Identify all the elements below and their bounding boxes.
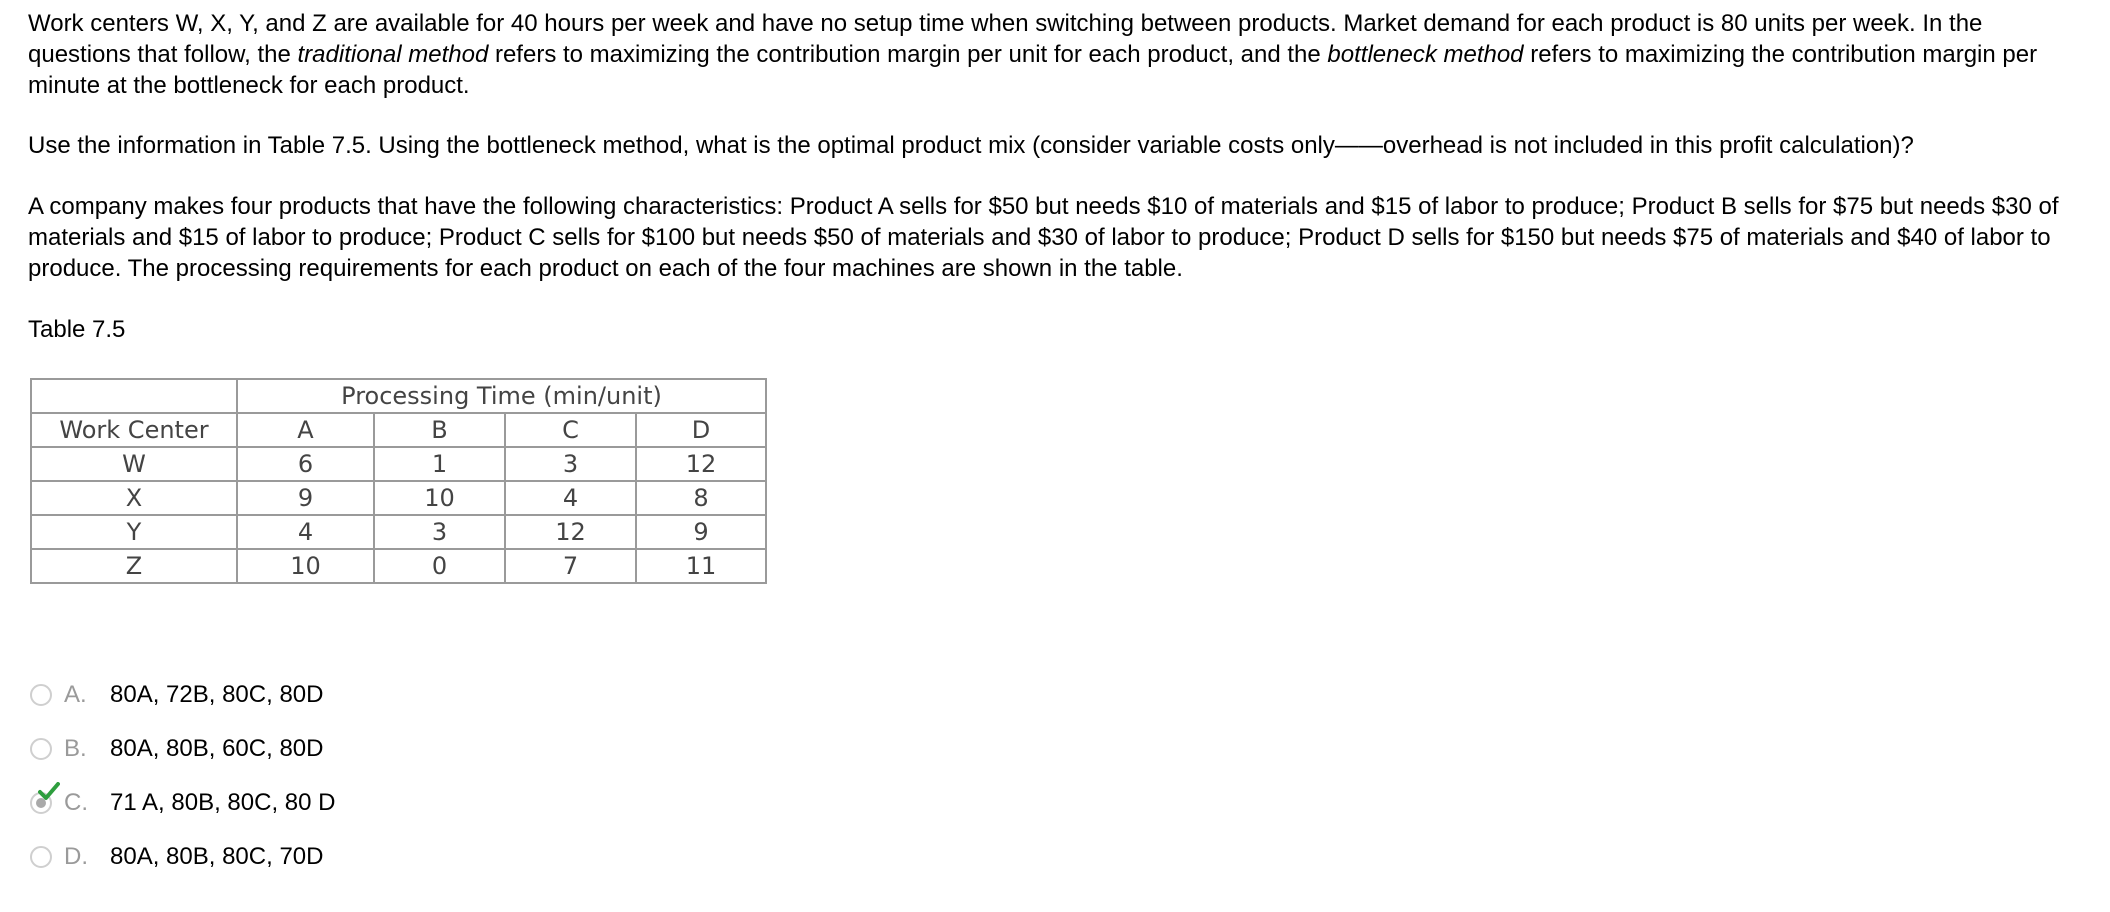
option-text: 80A, 80B, 60C, 80D: [110, 735, 324, 762]
checkmark-icon: [38, 782, 60, 802]
table-cell: 10: [374, 481, 505, 515]
table-cell: 8: [636, 481, 766, 515]
traditional-method-term: traditional method: [297, 41, 489, 68]
option-a[interactable]: [30, 668, 335, 722]
table-row: [31, 549, 766, 583]
intro-paragraph: [28, 8, 2088, 101]
table-cell: 12: [505, 515, 636, 549]
intro-text-1: Work centers W, X, Y, and Z are available for 40 hours per week and have no setup time when switching between products. Market demand for each product is 80 units per week. In the questions that follow, the: [28, 10, 1983, 68]
table-cell: Y: [31, 515, 237, 549]
table-row: [31, 481, 766, 515]
table-cell: 7: [505, 549, 636, 583]
intro-text-3: refers to maximizing the contribution margin per minute at the bottleneck for each product.: [28, 41, 2038, 99]
table-cell: 10: [237, 549, 374, 583]
table-cell: 0: [374, 549, 505, 583]
answer-options: [30, 668, 335, 884]
table-row: [31, 447, 766, 481]
option-b[interactable]: [30, 722, 335, 776]
option-d[interactable]: [30, 830, 335, 884]
empty-header-cell: [31, 379, 237, 413]
question-text: Use the information in Table 7.5. Using the bottleneck method, what is the optimal product mix (consider variable costs only——overhead is not included in this profit calculation)?: [28, 132, 1914, 159]
table-cell: X: [31, 481, 237, 515]
table-group-header-row: [31, 379, 766, 413]
option-text: 71 A, 80B, 80C, 80 D: [110, 789, 336, 816]
table-cell: Z: [31, 549, 237, 583]
option-letter: D.: [64, 843, 88, 870]
column-header: A: [237, 413, 374, 447]
processing-time-table: [30, 378, 767, 584]
option-text: 80A, 80B, 80C, 70D: [110, 843, 324, 870]
table-caption: Table 7.5: [28, 316, 126, 343]
option-letter: A.: [64, 681, 87, 708]
radio-button[interactable]: [30, 738, 52, 760]
column-header: Work Center: [31, 413, 237, 447]
bottleneck-method-term: bottleneck method: [1327, 41, 1524, 68]
table-cell: 12: [636, 447, 766, 481]
table-row: [31, 515, 766, 549]
table-cell: 4: [505, 481, 636, 515]
product-description: A company makes four products that have the following characteristics: Product A sells for $50 but needs $10 of materials and $15 of labor to produce; Product B sells for $75 but needs $30 of materials and $15 of labor to produce; Product C sells for $100 but needs $50 of materials and $30 of labor to produce; Product D sells for $150 but needs $75 of materials and $40 of labor to produce. The processing requirements for each product on each of the four machines are shown in the table.: [28, 193, 2059, 282]
table-cell: 3: [505, 447, 636, 481]
column-header: C: [505, 413, 636, 447]
column-header: B: [374, 413, 505, 447]
table-cell: 9: [237, 481, 374, 515]
table-cell: 9: [636, 515, 766, 549]
option-letter: C.: [64, 789, 88, 816]
option-letter: B.: [64, 735, 87, 762]
option-c[interactable]: [30, 776, 335, 830]
group-header: Processing Time (min/unit): [237, 379, 766, 413]
table-cell: 1: [374, 447, 505, 481]
table-cell: 3: [374, 515, 505, 549]
radio-button[interactable]: [30, 684, 52, 706]
option-text: 80A, 72B, 80C, 80D: [110, 681, 324, 708]
table-cell: 11: [636, 549, 766, 583]
radio-button[interactable]: [30, 846, 52, 868]
intro-text-2: refers to maximizing the contribution margin per unit for each product, and the: [488, 41, 1328, 68]
table-cell: 4: [237, 515, 374, 549]
table-header-row: [31, 413, 766, 447]
column-header: D: [636, 413, 766, 447]
table-cell: 6: [237, 447, 374, 481]
table-cell: W: [31, 447, 237, 481]
